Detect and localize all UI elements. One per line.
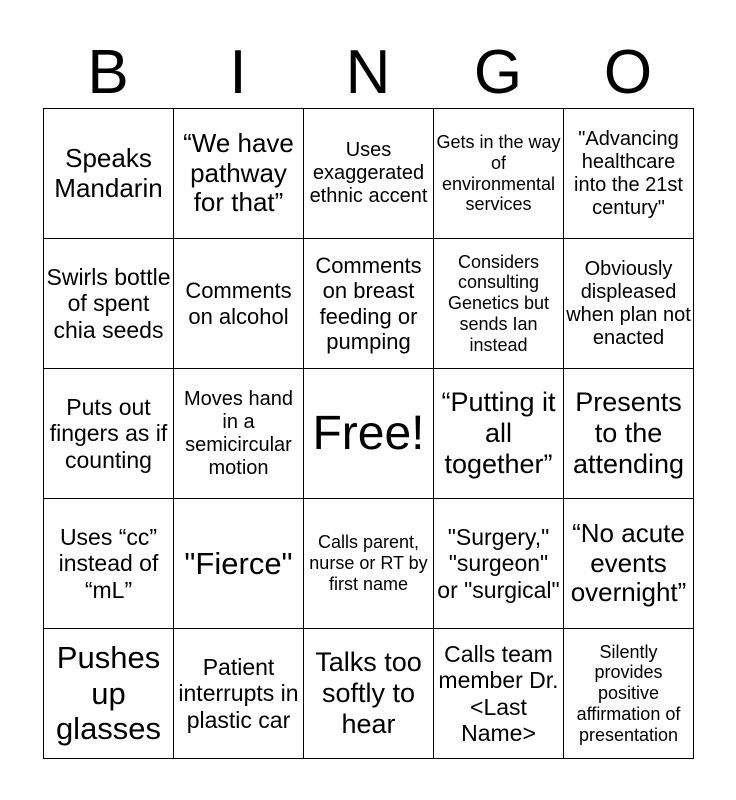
bingo-cell[interactable] — [564, 239, 694, 369]
header-letter-n: N — [345, 38, 391, 107]
bingo-cell[interactable] — [434, 629, 564, 759]
bingo-header — [43, 38, 693, 108]
free-space-cell[interactable] — [304, 369, 434, 499]
cell-text: Free! — [312, 406, 425, 460]
header-letter-g: G — [473, 38, 523, 107]
cell-text: Puts out fingers as if counting — [49, 393, 168, 473]
bingo-row — [44, 369, 694, 499]
bingo-cell[interactable] — [174, 629, 304, 759]
bingo-cell[interactable] — [564, 629, 694, 759]
cell-text: Gets in the way of environmental services — [436, 132, 561, 215]
cell-text: Calls parent, nurse or RT by first name — [309, 532, 428, 594]
bingo-cell[interactable] — [304, 239, 434, 369]
cell-text: Obviously displeased when plan not enacted — [566, 257, 691, 349]
header-letter-b: B — [87, 38, 129, 107]
cell-text: Patient interrupts in plastic car — [178, 653, 299, 733]
cell-text: Uses “cc” instead of “mL” — [58, 523, 159, 603]
bingo-cell[interactable] — [304, 499, 434, 629]
cell-text: "Surgery," "surgeon" or "surgical" — [437, 523, 560, 603]
bingo-cell[interactable] — [564, 109, 694, 239]
cell-text: Presents to the attending — [572, 386, 685, 480]
cell-text: Talks too softly to hear — [315, 646, 422, 740]
bingo-cell[interactable] — [174, 239, 304, 369]
cell-text: Comments on breast feeding or pumping — [315, 252, 422, 354]
bingo-cell[interactable] — [434, 239, 564, 369]
cell-text: "Fierce" — [184, 545, 293, 581]
bingo-row — [44, 499, 694, 629]
bingo-cell[interactable] — [174, 499, 304, 629]
cell-text: "Advancing healthcare into the 21st century" — [574, 127, 683, 219]
bingo-cell[interactable] — [564, 369, 694, 499]
bingo-row — [44, 629, 694, 759]
cell-text: Pushes up glasses — [55, 640, 162, 747]
cell-text: “Putting it all together” — [441, 386, 556, 480]
bingo-cell[interactable] — [434, 369, 564, 499]
cell-text: Comments on alcohol — [185, 278, 292, 329]
cell-text: Swirls bottle of spent chia seeds — [46, 263, 171, 343]
bingo-cell[interactable] — [44, 629, 174, 759]
bingo-cell[interactable] — [174, 109, 304, 239]
bingo-cell[interactable] — [44, 369, 174, 499]
bingo-cell[interactable] — [434, 109, 564, 239]
bingo-row — [44, 239, 694, 369]
bingo-cell[interactable] — [44, 499, 174, 629]
bingo-cell[interactable] — [44, 239, 174, 369]
cell-text: Speaks Mandarin — [54, 142, 163, 203]
bingo-row — [44, 109, 694, 239]
cell-text: Silently provides positive affirmation of presentation — [576, 641, 681, 745]
bingo-cell[interactable] — [564, 499, 694, 629]
cell-text: “We have pathway for that” — [183, 127, 294, 218]
bingo-grid — [43, 108, 694, 759]
cell-text: Moves hand in a semicircular motion — [184, 387, 293, 479]
header-letter-o: O — [603, 38, 653, 107]
cell-text: Considers consulting Genetics but sends Ian instead — [447, 251, 550, 355]
header-letter-i: I — [229, 38, 247, 107]
cell-text: Calls team member Dr. <Last Name> — [438, 640, 559, 746]
bingo-cell[interactable] — [44, 109, 174, 239]
cell-text: “No acute events overnight” — [570, 517, 687, 608]
cell-text: Uses exaggerated ethnic accent — [309, 139, 428, 207]
bingo-cell[interactable] — [174, 369, 304, 499]
bingo-cell[interactable] — [434, 499, 564, 629]
bingo-cell[interactable] — [304, 629, 434, 759]
bingo-cell[interactable] — [304, 109, 434, 239]
